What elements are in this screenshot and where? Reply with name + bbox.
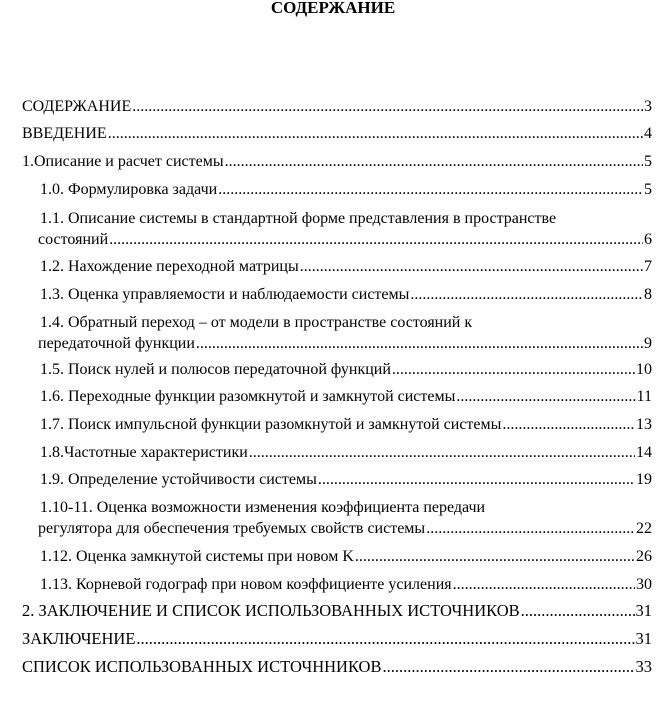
toc-entry-1-4[interactable] — [40, 312, 652, 354]
toc-page-number: 11 — [636, 388, 652, 405]
toc-leader-dots — [453, 574, 635, 595]
toc-page-number: 14 — [636, 444, 652, 461]
toc-entry-1-12[interactable] — [40, 546, 652, 567]
toc-entry-text: 1.13. Корневой годограф при новом коэффициенте усиления — [40, 576, 452, 593]
toc-entry-text-line1: 1.4. Обратный переход – от модели в пространстве состояний к — [40, 314, 473, 331]
toc-page-number: 31 — [635, 629, 652, 648]
page-title: СОДЕРЖАНИЕ — [270, 0, 396, 17]
toc-entry-section-2[interactable] — [22, 600, 652, 621]
toc-leader-dots — [410, 284, 643, 305]
toc-entry-1-3[interactable] — [40, 284, 652, 305]
toc-entry-text: 2. ЗАКЛЮЧЕНИЕ И СПИСОК ИСПОЛЬЗОВАННЫХ ИСТОЧНИКОВ — [22, 601, 520, 620]
toc-leader-dots — [136, 628, 634, 649]
toc-leader-dots — [426, 518, 635, 539]
toc-page-number: 31 — [635, 601, 652, 620]
toc-leader-dots — [218, 179, 643, 200]
toc-page-number: 3 — [644, 98, 652, 115]
toc-entry-text: 1.6. Переходные функции разомкнутой и замкнутой системы — [40, 388, 456, 405]
toc-leader-dots — [108, 123, 643, 144]
toc-leader-dots — [132, 96, 643, 117]
toc-entry-text: регулятора для обеспечения требуемых свойств системы — [38, 520, 426, 537]
toc-page-number: 30 — [636, 576, 652, 593]
toc-entry-text: 1.2. Нахождение переходной матрицы — [40, 258, 299, 275]
toc-page-number: 4 — [644, 125, 652, 142]
toc-entry-1-0[interactable] — [40, 179, 652, 200]
toc-entry-1-5[interactable] — [40, 359, 652, 380]
toc-page-number: 5 — [644, 181, 652, 198]
toc-entry-introduction[interactable] — [22, 123, 652, 144]
toc-entry-1-7[interactable] — [40, 414, 652, 435]
toc-entry-1-2[interactable] — [40, 256, 652, 277]
toc-entry-text: 1.3. Оценка управляемости и наблюдаемости системы — [40, 286, 410, 303]
toc-entry-text: передаточной функции — [38, 335, 195, 352]
toc-entry-1-10-11[interactable] — [40, 497, 652, 539]
toc-leader-dots — [109, 229, 643, 250]
toc-entry-text: СОДЕРЖАНИЕ — [22, 98, 132, 115]
toc-entry-text: состояний — [38, 231, 109, 248]
toc-entry-text: 1.7. Поиск импульсной функции разомкнутой и замкнутой системы — [40, 416, 502, 433]
toc-page-number: 5 — [644, 153, 652, 170]
toc-entry-text: 1.12. Оценка замкнутой системы при новом K — [40, 548, 354, 565]
toc-page-number: 8 — [644, 286, 652, 303]
toc-leader-dots — [382, 656, 634, 677]
toc-page-number: 33 — [635, 657, 652, 676]
toc-page-number: 19 — [636, 471, 652, 488]
toc-page-number: 13 — [636, 416, 652, 433]
toc-entry-text: ЗАКЛЮЧЕНИЕ — [22, 629, 136, 648]
toc-entry-text: 1.Описание и расчет системы — [22, 153, 224, 170]
toc-page-number: 26 — [636, 548, 652, 565]
toc-entry-1-8[interactable] — [40, 442, 652, 463]
toc-entry-section-1[interactable] — [22, 151, 652, 172]
toc-leader-dots — [249, 442, 635, 463]
toc-leader-dots — [392, 359, 635, 380]
toc-entry-text: 1.5. Поиск нулей и полюсов передаточной функций — [40, 361, 391, 378]
toc-entry-1-1[interactable] — [40, 208, 652, 250]
toc-entry-1-13[interactable] — [40, 574, 652, 595]
toc-leader-dots — [456, 386, 635, 407]
toc-entry-contents[interactable] — [22, 96, 652, 117]
toc-entry-text: 1.0. Формулировка задачи — [40, 181, 218, 198]
toc-page-number: 7 — [644, 258, 652, 275]
toc-leader-dots — [225, 151, 643, 172]
toc-entry-text: ВВЕДЕНИЕ — [22, 125, 107, 142]
toc-entry-text: 1.8.Частотные характеристики — [40, 444, 248, 461]
toc-entry-text-line1: 1.1. Описание системы в стандартной форме представления в пространстве — [40, 210, 557, 227]
toc-entry-text: СПИСОК ИСПОЛЬЗОВАННЫХ ИСТОЧННИКОВ — [22, 657, 382, 676]
toc-leader-dots — [300, 256, 643, 277]
toc-entry-1-9[interactable] — [40, 469, 652, 490]
toc-page-number: 9 — [644, 335, 652, 352]
toc-leader-dots — [196, 333, 643, 354]
toc-leader-dots — [318, 469, 635, 490]
toc-leader-dots — [355, 546, 635, 567]
toc-entry-1-6[interactable] — [40, 386, 652, 407]
toc-entry-text-line1: 1.10-11. Оценка возможности изменения коэффициента передачи — [40, 499, 486, 516]
toc-page-number: 10 — [636, 361, 652, 378]
toc-entry-text: 1.9. Определение устойчивости системы — [40, 471, 317, 488]
toc-entry-references[interactable] — [22, 656, 652, 677]
toc-page-number: 6 — [644, 231, 652, 248]
toc-page-number: 22 — [636, 520, 652, 537]
toc-leader-dots — [521, 600, 635, 621]
toc-entry-conclusion[interactable] — [22, 628, 652, 649]
toc-leader-dots — [502, 414, 635, 435]
